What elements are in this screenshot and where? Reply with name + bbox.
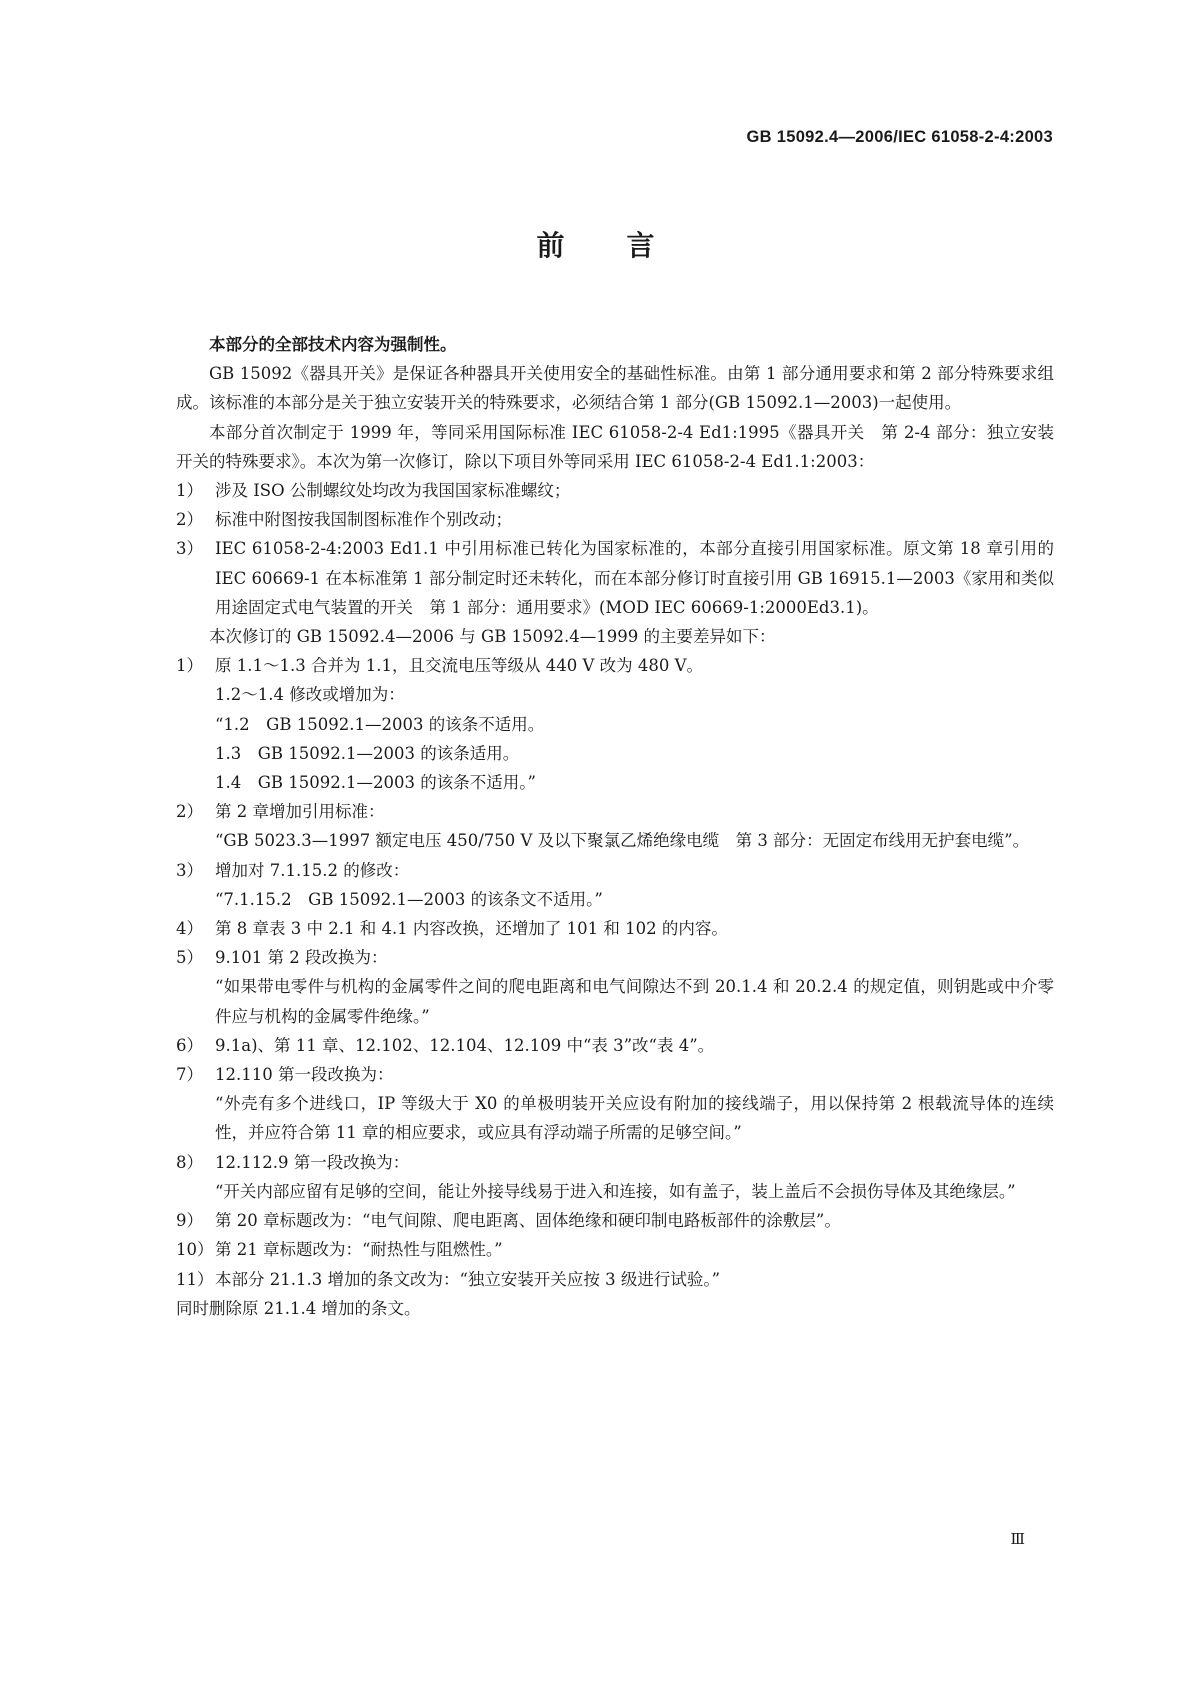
list-item-text: 标准中附图按我国制图标准作个别改动； [215, 510, 512, 530]
intro-paragraph-2: 本部分首次制定于 1999 年，等同采用国际标准 IEC 61058-2-4 Ed1:1995《器具开关 第 2-4 部分：独立安装开关的特殊要求》。本次为第一次修订，除以下项目外等同采用 IEC 61058-2-4 Ed1.1:2003： [176, 422, 1054, 471]
list-item-number: 3） [176, 539, 203, 559]
list-item-text: 9.1a)、第 11 章、12.102、12.104、12.109 中“表 3”改“表 4”。 [215, 1035, 715, 1055]
list-item-text: 第 20 章标题改为：“电气间隙、爬电距离、固体绝缘和硬印制电路板部件的涂敷层”。 [215, 1211, 841, 1231]
closing-statement: 同时删除原 21.1.4 增加的条文。 [176, 1298, 421, 1318]
diff-item-8-detail: “开关内部应留有足够的空间，能让外接导线易于进入和连接，如有盖子，装上盖后不会损伤导体及其绝缘层。” [215, 1181, 1016, 1201]
list-item-number: 2） [176, 802, 203, 822]
list-item-number: 5） [176, 948, 203, 968]
diff-item-5-detail: “如果带电零件与机构的金属零件之间的爬电距离和电气间隙达不到 20.1.4 和 20.2.4 的规定值，则钥匙或中介零件应与机构的金属零件绝缘。” [215, 977, 1054, 1026]
list-item-text: 增加对 7.1.15.2 的修改： [215, 860, 410, 880]
list-item-text: 9.101 第 2 段改换为： [215, 948, 388, 968]
diff-item-1-detail: 1.4 GB 15092.1—2003 的该条不适用。” [215, 773, 536, 793]
list-item-number: 8） [176, 1152, 203, 1172]
list-item-number: 10） [176, 1240, 214, 1260]
list-item-number: 7） [176, 1065, 203, 1085]
list-item-text: 12.110 第一段改换为： [215, 1065, 394, 1085]
diff-item-1 [176, 651, 1054, 680]
list-item [176, 505, 1054, 534]
diff-item-11 [176, 1265, 1054, 1294]
diff-item-1-detail: “1.2 GB 15092.1—2003 的该条不适用。 [215, 714, 545, 734]
diff-item-3-detail: “7.1.15.2 GB 15092.1—2003 的该条文不适用。” [215, 889, 603, 909]
list-item [176, 534, 1054, 622]
list-item-number: 4） [176, 919, 203, 939]
list-item-number: 9） [176, 1211, 203, 1231]
list-item-number: 1） [176, 656, 203, 676]
foreword-body [176, 330, 1054, 1323]
diff-item-5 [176, 943, 1054, 972]
intro-paragraph-1: GB 15092《器具开关》是保证各种器具开关使用安全的基础性标准。由第 1 部分通用要求和第 2 部分特殊要求组成。该标准的本部分是关于独立安装开关的特殊要求，必须结合第 1 部分(GB 15092.1—2003)一起使用。 [176, 364, 1054, 413]
list-item-text: 第 21 章标题改为：“耐热性与阻燃性。” [215, 1240, 503, 1260]
diff-item-4 [176, 914, 1054, 943]
diff-item-2-detail: “GB 5023.3—1997 额定电压 450/750 V 及以下聚氯乙烯绝缘电缆 第 3 部分：无固定布线用无护套电缆”。 [215, 831, 1030, 851]
diff-item-8 [176, 1148, 1054, 1177]
list-item-text: 原 1.1～1.3 合并为 1.1，且交流电压等级从 440 V 改为 480 V。 [215, 656, 703, 676]
diff-item-9 [176, 1206, 1054, 1235]
list-item [176, 476, 1054, 505]
list-item-number: 3） [176, 860, 203, 880]
diff-item-7-detail: “外壳有多个进线口，IP 等级大于 X0 的单极明装开关应设有附加的接线端子，用以保持第 2 根载流导体的连续性，并应符合第 11 章的相应要求，或应具有浮动端子所需的足够空间。” [215, 1094, 1054, 1143]
list-item-number: 11） [176, 1269, 214, 1289]
diff-item-7 [176, 1060, 1054, 1089]
list-item-number: 1） [176, 481, 203, 501]
diff-item-10 [176, 1235, 1054, 1264]
diff-item-2 [176, 797, 1054, 826]
standard-code-header: GB 15092.4—2006/IEC 61058-2-4:2003 [746, 128, 1053, 146]
list-item-number: 2） [176, 510, 203, 530]
differences-intro: 本次修订的 GB 15092.4—2006 与 GB 15092.4—1999 的主要差异如下： [209, 627, 776, 647]
page-title: 前言 [536, 229, 717, 262]
page-number: Ⅲ [1010, 1530, 1025, 1548]
list-item-number: 6） [176, 1035, 203, 1055]
diff-item-6 [176, 1031, 1054, 1060]
diff-item-1-detail: 1.3 GB 15092.1—2003 的该条适用。 [215, 743, 520, 763]
list-item-text: IEC 61058-2-4:2003 Ed1.1 中引用标准已转化为国家标准的，本部分直接引用国家标准。原文第 18 章引用的 IEC 60669-1 在本标准第 1 部分制定时还未转化，而在本部分修订时直接引用 GB 16915.1—2003《家用和类似用途固定式电气装置的开关 第 1 部分：通用要求》(MOD IEC 60669-1:2000Ed3.1)。 [215, 539, 1054, 617]
list-item-text: 第 8 章表 3 中 2.1 和 4.1 内容改换，还增加了 101 和 102 的内容。 [215, 919, 728, 939]
list-item-text: 涉及 ISO 公制螺纹处均改为我国国家标准螺纹； [215, 481, 571, 501]
list-item-text: 本部分 21.1.3 增加的条文改为：“独立安装开关应按 3 级进行试验。” [215, 1269, 721, 1289]
diff-item-3 [176, 856, 1054, 885]
mandatory-statement: 本部分的全部技术内容为强制性。 [209, 335, 457, 354]
list-item-text: 12.112.9 第一段改换为： [215, 1152, 410, 1172]
diff-item-1-detail: 1.2～1.4 修改或增加为： [215, 685, 405, 705]
list-item-text: 第 2 章增加引用标准： [215, 802, 385, 822]
